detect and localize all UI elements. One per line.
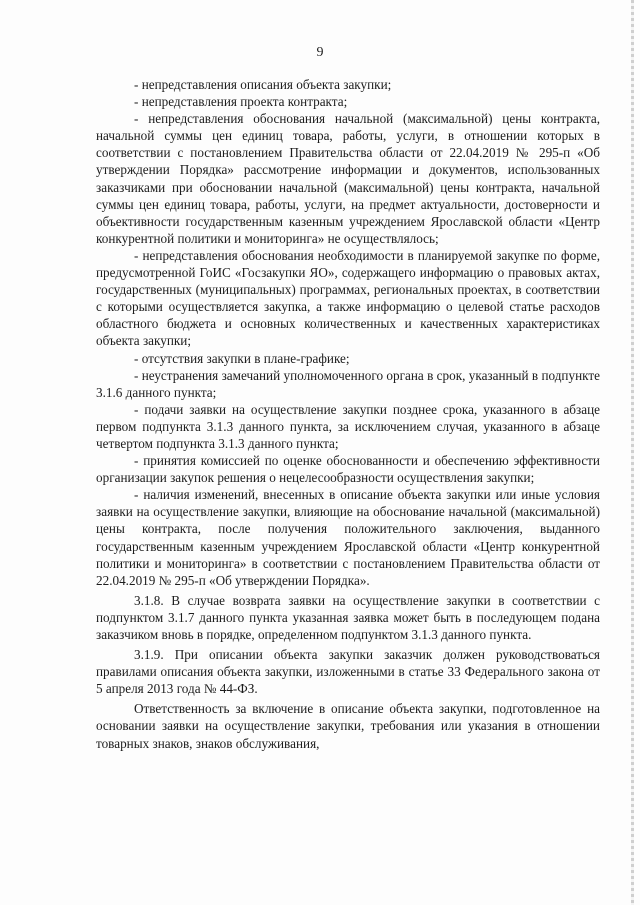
scan-edge-artifact <box>631 0 634 905</box>
page-number: 9 <box>316 45 324 60</box>
paragraph-item: 3.1.9. При описании объекта закупки заказчик должен руководствоваться правилами описания объекта закупки, изложенными в статье 33 Федерального закона от 5 апреля 2013 года № 44-ФЗ. <box>96 647 600 697</box>
paragraph-item: - подачи заявки на осуществление закупки позднее срока, указанного в абзаце первом подпункта 3.1.3 данного пункта, за исключением случая, указанного в абзаце четвертом подпункта 3.1.3 данного пункта; <box>96 401 600 451</box>
paragraph-item: - непредставления обоснования необходимости в планируемой закупке по форме, предусмотренной ГоИС «Госзакупки ЯО», содержащего информацию о правовых актах, государственных (муниципальных) программах, региональных проектах, в соответствии с которыми осуществляется закупка, а также информацию о целевой статье расходов областного бюджета и основных количественных и качественных характеристиках объекта закупки; <box>96 247 600 349</box>
paragraph-item: - отсутствия закупки в плане-графике; <box>134 350 350 366</box>
document-body <box>96 76 600 752</box>
paragraph-item: - непредставления описания объекта закупки; <box>134 77 392 92</box>
paragraph-item: - непредставления обоснования начальной (максимальной) цены контракта, начальной суммы цен единиц товара, работы, услуги, в отношении которых в соответствии с постановлением Правительства области от 22.04.2019 № 295-п «Об утверждении Порядка» рассмотрение информации и документов, использованных заказчиками при обосновании начальной (максимальной) цены контракта, начальной суммы цен единиц товара, работы, услуги, на предмет актуальности, достоверности и объективности государственным казенным учреждением Ярославской области «Центр конкурентной политики и мониторинга» не осуществлялось; <box>96 111 600 246</box>
paragraph-item: 3.1.8. В случае возврата заявки на осуществление закупки в соответствии с подпунктом 3.1.7 данного пункта указанная заявка может быть в последующем подана заказчиком вновь в порядке, определенном подпунктом 3.1.3 данного пункта. <box>96 592 600 642</box>
paragraph-item: - наличия изменений, внесенных в описание объекта закупки или иные условия заявки на осуществление закупки, влияющие на обоснование начальной (максимальной) цены контракта, после получения положительного заключения, выданного государственным казенным учреждением Ярославской области «Центр конкурентной политики и мониторинга» в соответствии с постановлением Правительства области от 22.04.2019 № 295-п «Об утверждении Порядка». <box>96 487 600 588</box>
paragraph-item: - непредставления проекта контракта; <box>134 94 348 110</box>
paragraph-item: Ответственность за включение в описание объекта закупки, подготовленное на основании заявки на осуществление закупки, требования или указания в отношении товарных знаков, знаков обслуживания, <box>96 701 600 751</box>
paragraph-item: - неустранения замечаний уполномоченного органа в срок, указанный в подпункте 3.1.6 данного пункта; <box>96 367 600 400</box>
paragraph-item: - принятия комиссией по оценке обоснованности и обеспечению эффективности организации закупок решения о нецелесообразности осуществления закупки; <box>96 453 600 486</box>
